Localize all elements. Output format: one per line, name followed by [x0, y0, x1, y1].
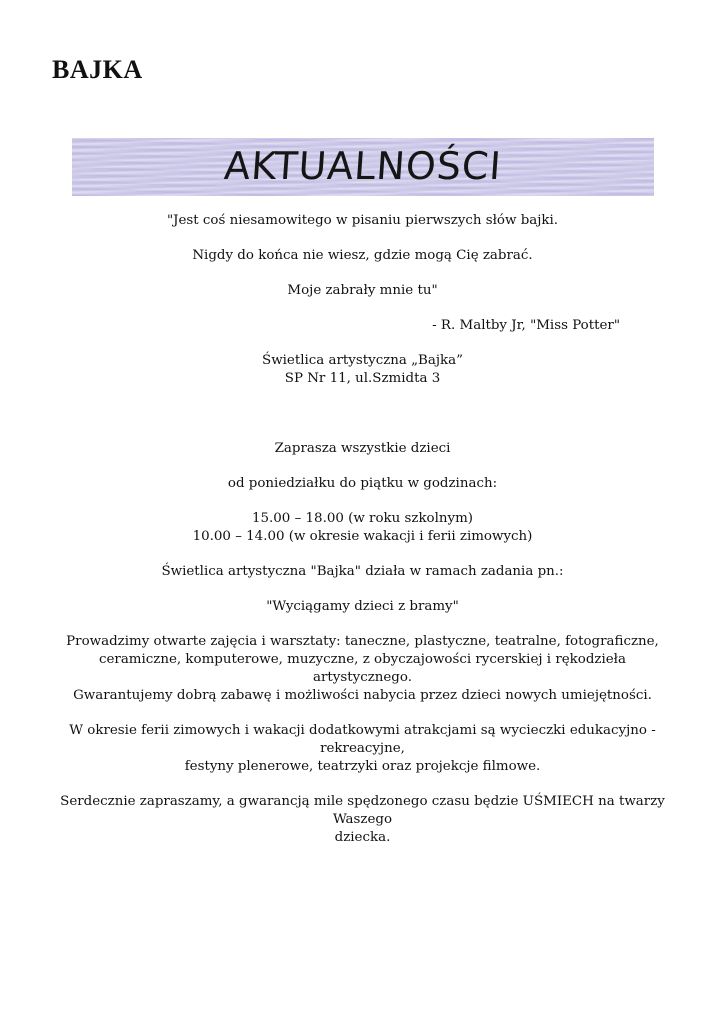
- closing-line-1: Serdecznie zapraszamy, a gwarancją mile spędzonego czasu będzie UŚMIECH na twarzy Waszego: [60, 794, 665, 827]
- quote-line-1: "Jest coś niesamowitego w pisaniu pierwszych słów bajki.: [166, 213, 559, 228]
- news-banner: [72, 138, 654, 196]
- activities-line-1: Prowadzimy otwarte zajęcia i warsztaty: taneczne, plastyczne, teatralne, fotograficzne,: [66, 634, 659, 649]
- closing-line-2: dziecka.: [334, 830, 391, 845]
- holidays-line-1: W okresie ferii zimowych i wakacji dodatkowymi atrakcjami są wycieczki edukacyjno - rekreacyjne,: [69, 723, 656, 756]
- invitation-line-2: od poniedziałku do piątku w godzinach:: [227, 476, 498, 491]
- quote-line-3: Moje zabrały mnie tu": [287, 283, 438, 298]
- page-title: BAJKA: [52, 55, 143, 84]
- project-line: Świetlica artystyczna "Bajka" działa w ramach zadania pn.:: [161, 564, 564, 579]
- project-name: "Wyciągamy dzieci z bramy": [266, 599, 459, 614]
- quote-line-2: Nigdy do końca nie wiesz, gdzie mogą Cię zabrać.: [192, 248, 533, 263]
- banner-title: AKTUALNOŚCI: [222, 144, 504, 188]
- quote-author: - R. Maltby Jr, "Miss Potter": [432, 318, 620, 333]
- document-body: [50, 212, 675, 847]
- activities-line-2: ceramiczne, komputerowe, muzyczne, z obyczajowości rycerskiej i rękodzieła artystycznego.: [99, 652, 626, 685]
- invitation-line-1: Zaprasza wszystkie dzieci: [274, 441, 451, 456]
- opening-hours-school: 15.00 – 18.00 (w roku szkolnym): [251, 511, 474, 526]
- activities-line-3: Gwarantujemy dobrą zabawę i możliwości nabycia przez dzieci nowych umiejętności.: [73, 688, 652, 703]
- holidays-line-2: festyny plenerowe, teatrzyki oraz projekcje filmowe.: [184, 759, 541, 774]
- venue-name: Świetlica artystyczna „Bajka”: [262, 353, 463, 368]
- venue-address: SP Nr 11, ul.Szmidta 3: [284, 371, 441, 386]
- opening-hours-holidays: 10.00 – 14.00 (w okresie wakacji i ferii zimowych): [192, 529, 533, 544]
